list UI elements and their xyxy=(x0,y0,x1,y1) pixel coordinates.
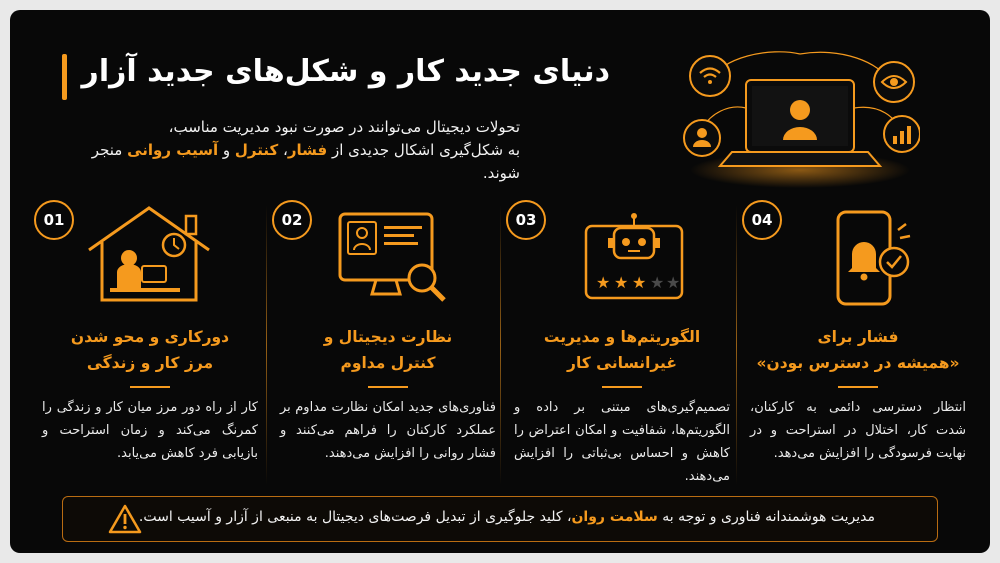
intro-sep-1: ، xyxy=(278,141,288,159)
step-number: 04 xyxy=(742,200,782,240)
svg-text:★: ★ xyxy=(632,273,647,292)
column-body: انتظار دسترسی دائمی به کارکنان، شدت کار، اختلال در استراحت و در نهایت فرسودگی را افزایش می‌دهد. xyxy=(750,400,966,461)
footer-text xyxy=(139,509,875,525)
intro-sep-2: و xyxy=(218,141,235,159)
column-title-line-1: نظارت دیجیتال و xyxy=(323,328,453,346)
intro-highlight-pressure: فشار xyxy=(287,141,328,159)
bar-chart-icon xyxy=(884,116,920,152)
step-number: 02 xyxy=(272,200,312,240)
laptop-hero-illustration xyxy=(680,42,920,192)
column-title xyxy=(34,324,266,376)
step-number: 01 xyxy=(34,200,74,240)
eye-icon xyxy=(874,62,914,102)
column-title-line-1: دورکاری و محو شدن xyxy=(70,328,230,346)
title-underline xyxy=(838,386,878,388)
footer-banner xyxy=(62,496,938,542)
intro-line-1: تحولات دیجیتال می‌توانند در صورت نبود مدیریت مناسب، xyxy=(168,118,520,136)
column-title-line-1: فشار برای xyxy=(817,328,899,346)
column-body: کار از راه دور مرز میان کار و زندگی را کمرنگ می‌کند و زمان استراحت و بازیابی فرد کاهش می‌یابد. xyxy=(42,400,258,461)
robot-rating-icon xyxy=(546,200,696,315)
column-title xyxy=(272,324,504,376)
intro-paragraph xyxy=(50,116,520,185)
svg-text:★: ★ xyxy=(666,273,681,292)
title-accent-bar xyxy=(62,54,67,100)
intro-highlight-control: کنترل xyxy=(234,141,279,159)
wifi-icon xyxy=(690,56,730,96)
column-body: تصمیم‌گیری‌های مبتنی بر داده و الگوریتم‌ها، شفافیت و امکان اعتراض را کاهش و احساس بی‌ثباتی را افزایش می‌دهند. xyxy=(514,400,730,484)
column-title-line-2: «همیشه در دسترس بودن» xyxy=(756,354,960,372)
intro-text-post: منجر شوند. xyxy=(91,141,520,182)
phone-bell-icon xyxy=(782,200,932,315)
column-title xyxy=(506,324,738,376)
column-title xyxy=(742,324,974,376)
intro-text-pre: به شکل‌گیری اشکال جدیدی از xyxy=(327,141,520,159)
column-remote-work xyxy=(34,200,266,490)
svg-text:★: ★ xyxy=(614,273,629,292)
title-underline xyxy=(368,386,408,388)
column-body: فناوری‌های جدید امکان نظارت مداوم بر عملکرد کارکنان را فراهم می‌کنند و فشار روانی را افزایش می‌دهند. xyxy=(280,400,496,461)
column-title-line-2: غیرانسانی کار xyxy=(567,354,677,372)
column-title-line-2: مرز کار و زندگی xyxy=(86,354,214,372)
column-digital-surveillance xyxy=(272,200,504,490)
warning-icon xyxy=(107,503,143,535)
footer-text-post: ، کلید جلوگیری از تبدیل فرصت‌های دیجیتال به منبعی از آزار و آسیب است. xyxy=(138,509,572,525)
title-underline xyxy=(602,386,642,388)
monitor-magnifier-icon xyxy=(312,200,462,315)
home-work-icon xyxy=(74,200,224,315)
column-divider xyxy=(266,205,267,485)
svg-text:★: ★ xyxy=(650,273,665,292)
column-title-line-2: کنترل مداوم xyxy=(340,354,436,372)
footer-text-pre: مدیریت هوشمندانه فناوری و توجه به xyxy=(657,509,875,525)
intro-line-2 xyxy=(50,139,520,185)
page-title: دنیای جدید کار و شکل‌های جدید آزار xyxy=(81,54,610,89)
step-number: 03 xyxy=(506,200,546,240)
intro-highlight-harm: آسیب روانی xyxy=(127,141,219,159)
column-always-available xyxy=(742,200,974,490)
column-title-line-1: الگوریتم‌ها و مدیریت xyxy=(543,328,701,346)
infographic-card xyxy=(10,10,990,553)
svg-text:★: ★ xyxy=(596,273,611,292)
title-underline xyxy=(130,386,170,388)
column-algorithms xyxy=(506,200,738,490)
user-icon xyxy=(684,120,720,156)
footer-highlight: سلامت روان xyxy=(571,509,658,525)
